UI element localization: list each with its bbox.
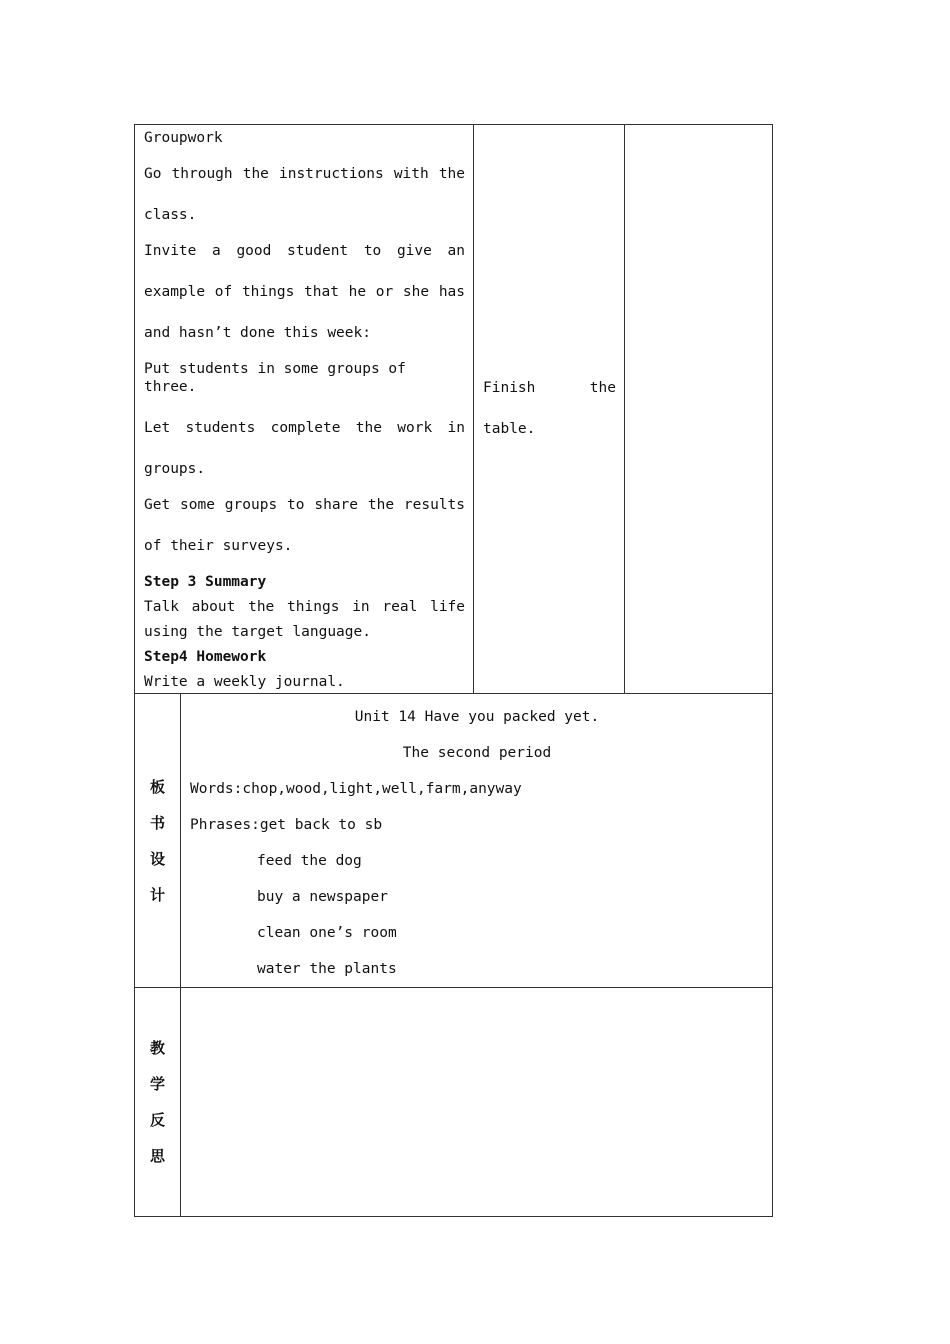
procedure-line: groups.: [144, 461, 206, 477]
board-words: Words:chop,wood,light,well,farm,anyway: [190, 781, 522, 797]
label-char: 设: [149, 849, 165, 868]
procedure-line: example of things that he or she has: [144, 284, 466, 300]
notes-cell: [625, 125, 773, 694]
activity-line: Finish the: [483, 380, 617, 396]
step3-heading: Step 3 Summary: [144, 574, 267, 590]
label-char: 反: [149, 1111, 165, 1129]
procedure-line: and hasn’t done this week:: [144, 325, 371, 341]
lesson-plan-table: [134, 124, 773, 1217]
procedure-line: Get some groups to share the results: [144, 497, 466, 513]
label-char: 学: [149, 1075, 165, 1093]
step4-line: Write a weekly journal.: [144, 674, 345, 690]
procedure-line: of their surveys.: [144, 538, 293, 554]
procedure-row: [135, 125, 773, 694]
reflection-row: [135, 988, 773, 1217]
procedure-line: Go through the instructions with the: [144, 166, 466, 182]
procedure-line: class.: [144, 207, 197, 223]
board-subtitle: The second period: [402, 745, 552, 761]
step4-heading: Step4 Homework: [144, 649, 267, 665]
board-design-row: [135, 694, 773, 988]
procedure-line: Let students complete the work in: [144, 420, 466, 436]
step3-line: using the target language.: [144, 624, 371, 640]
step3-line: Talk about the things in real life: [144, 599, 466, 615]
board-phrase: water the plants: [257, 961, 397, 977]
reflection-content: [181, 988, 773, 1217]
board-phrase: clean one’s room: [257, 925, 397, 941]
activity-line: table.: [483, 421, 536, 437]
board-phrases-label: Phrases:get back to sb: [190, 817, 383, 833]
label-char: 教: [149, 1039, 165, 1057]
board-design-label: [135, 694, 181, 988]
label-char: 思: [149, 1147, 165, 1165]
procedure-line: Invite a good student to give an: [144, 243, 466, 259]
board-phrase: feed the dog: [257, 853, 362, 869]
procedure-cell: [135, 125, 474, 694]
reflection-label: [135, 988, 181, 1217]
label-char: 板: [149, 777, 165, 796]
student-activity-cell: [474, 125, 625, 694]
board-phrase: buy a newspaper: [257, 889, 388, 905]
procedure-line: Put students in some groups of three.: [144, 361, 406, 395]
board-title: Unit 14 Have you packed yet.: [354, 709, 600, 725]
label-char: 书: [149, 813, 165, 832]
board-design-content: [181, 694, 773, 988]
label-char: 计: [149, 885, 165, 904]
groupwork-heading: Groupwork: [144, 130, 223, 146]
